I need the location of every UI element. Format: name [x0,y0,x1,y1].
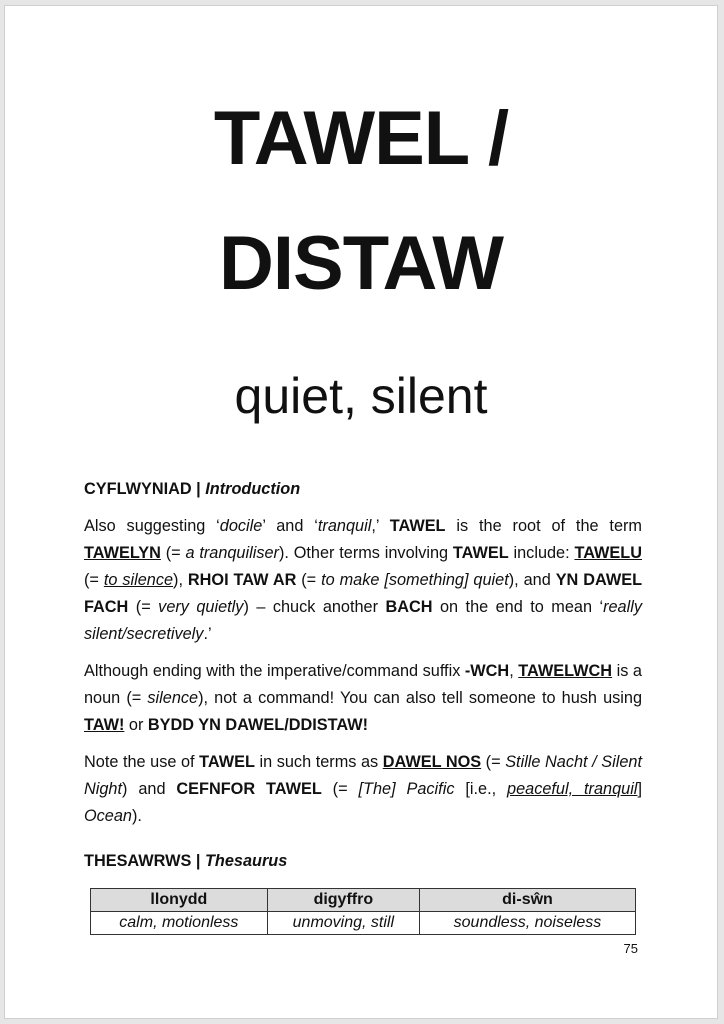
p1-text-p: to silence [103,571,174,589]
p1-text-m: include: [508,544,575,562]
p1-text-y: ) – chuck another [243,598,386,616]
p1-text-j: a tranquiliser [185,544,279,562]
p1-text-r: RHOI TAW AR [187,571,297,589]
thesaurus-value-cell: soundless, noiseless [419,912,635,935]
p1-text-o: (= [84,571,104,589]
p1-text-l: TAWEL [452,544,509,562]
title-line-1: TAWEL / [213,96,509,181]
thesaurus-header-cell: digyffro [267,889,419,912]
document-page [4,5,718,1019]
thesaurus-table [90,888,636,935]
p1-text-e: ,’ [371,517,390,535]
paragraph-2 [84,658,642,739]
intro-heading-title: Introduction [205,480,301,498]
p3-text-k: [i.e., [454,780,508,798]
p2-text-d: TAWELWCH [518,662,613,680]
p1-text-c: ’ and ‘ [262,517,318,535]
p1-text-x: very quietly [158,598,244,616]
p2-text-b: -WCH [464,662,510,680]
thesaurus-value-row [91,912,636,935]
thesaurus-heading [84,848,642,875]
p3-text-b: TAWEL [199,753,255,771]
p1-text-aa: on the end to mean ‘ [432,598,604,616]
p3-text-i: (= [321,780,359,798]
p3-text-a: Note the use of [84,753,200,771]
p2-text-i: or [124,716,148,734]
p1-text-t: to make [something] quiet [321,571,509,589]
p3-text-m: ] [637,780,642,798]
p3-text-l: peaceful, tranquil [507,780,638,798]
p1-text-u: ), and [508,571,556,589]
p3-text-j: [The] Pacific [358,780,455,798]
thesaurus-heading-title: Thesaurus [204,852,288,870]
intro-heading-separator: | [191,480,206,498]
p3-text-o: ). [131,807,142,825]
paragraph-1 [84,513,642,648]
p1-text-ab: really silent/secretively [84,598,642,643]
thesaurus-heading-separator: | [191,852,205,870]
p2-text-g: ), not a command! You can also tell someone to hush using [198,689,642,707]
thesaurus-header-cell: llonydd [91,889,268,912]
thesaurus-heading-label: THESAWRWS [84,852,192,870]
p1-text-b: docile [219,517,263,535]
p3-text-g: ) and [122,780,177,798]
p3-text-f: Stille Nacht / Silent Night [84,753,642,798]
intro-heading [84,476,642,503]
title-line-2: DISTAW [219,221,503,306]
page-number: 75 [623,941,638,956]
p3-text-d: DAWEL NOS [382,753,482,771]
p1-text-d: tranquil [317,517,372,535]
p1-text-w: (= [128,598,159,616]
p1-text-z: BACH [385,598,433,616]
p2-text-c: , [509,662,519,680]
thesaurus-header-row [91,889,636,912]
p2-text-a: Although ending with the imperative/command suffix [84,662,465,680]
p1-text-f: TAWEL [389,517,446,535]
subtitle: quiet, silent [234,368,488,424]
main-content [84,476,642,885]
thesaurus-value-cell: calm, motionless [91,912,268,935]
p1-text-n: TAWELU [574,544,642,562]
thesaurus-value-cell: unmoving, still [267,912,419,935]
p2-text-h: TAW! [84,716,125,734]
p3-text-c: in such terms as [254,753,383,771]
p2-text-f: silence [147,689,199,707]
p3-text-n: Ocean [84,807,132,825]
p2-text-j: BYDD YN DAWEL/DDISTAW! [147,716,369,734]
thesaurus-header-cell: di-sŵn [419,889,635,912]
p3-text-h: CEFNFOR TAWEL [176,780,322,798]
p2-text-e: is a noun (= [84,662,642,707]
p1-text-s: (= [296,571,322,589]
p1-text-ac: .’ [203,625,212,643]
p1-text-a: Also suggesting ‘ [84,517,220,535]
p1-text-g: is the root of the term [445,517,642,535]
p1-text-i: (= [160,544,186,562]
p3-text-e: (= [481,753,506,771]
intro-heading-label: CYFLWYNIAD [84,480,192,498]
p1-text-q: ), [173,571,188,589]
p1-text-k: ). Other terms involving [278,544,453,562]
p1-text-h: TAWELYN [84,544,161,562]
p1-text-v: YN DAWEL FACH [84,571,643,616]
paragraph-3 [84,749,642,830]
